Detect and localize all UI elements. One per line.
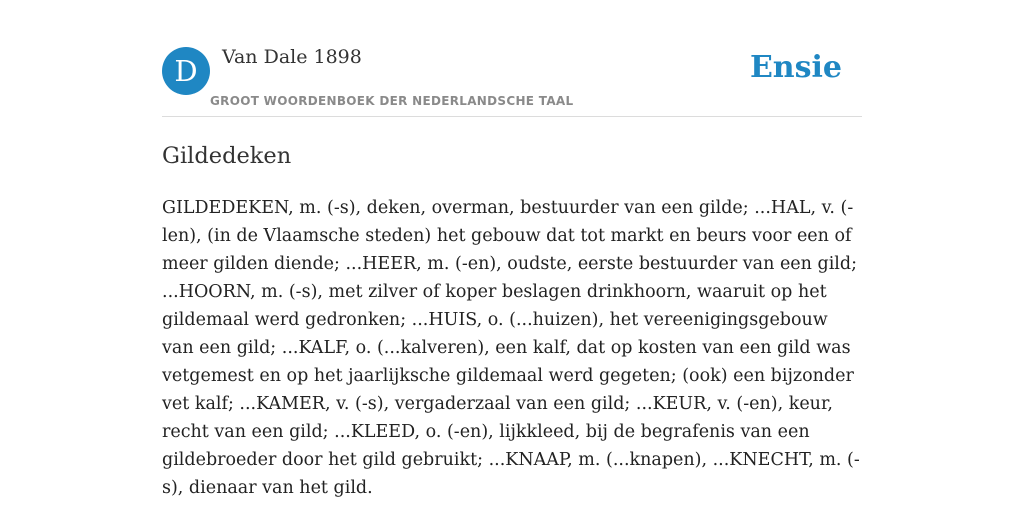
source-subtitle: GROOT WOORDENBOEK DER NEDERLANDSCHE TAAL [210, 94, 574, 108]
entry-title: Gildedeken [162, 143, 292, 169]
brand-logo[interactable]: Ensie [749, 50, 842, 85]
source-name[interactable]: Van Dale 1898 [222, 46, 362, 68]
entry-card [162, 44, 862, 502]
source-avatar[interactable]: D [162, 47, 210, 95]
source-header [162, 44, 862, 117]
entry-definition: GILDEDEKEN, m. (-s), deken, overman, bestuurder van een gilde; ...HAL, v. (-len), (in de Vlaamsche steden) het gebouw dat tot markt en beurs voor een of meer gilden diende; ...HEER, m. (-en), oudste, eerste bestuurder van een gild; ...HOORN, m. (-s), met zilver of koper beslagen drinkhoorn, waaruit op het gildemaal werd gedronken; ...HUIS, o. (...huizen), het vereenigingsgebouw van een gild; ...KALF, o. (...kalveren), een kalf, dat op kosten van een gild was vetgemest en op het jaarlijksche gildemaal werd gegeten; (ook) een bijzonder vet kalf; ...KAMER, v. (-s), vergaderzaal van een gild; ...KEUR, v. (-en), keur, recht van een gild; ...KLEED, o. (-en), lijkkleed, bij de begrafenis van een gildebroeder door het gild gebruikt; ...KNAAP, m. (...knapen), ...KNECHT, m. (-s), dienaar van het gild. [162, 198, 860, 498]
